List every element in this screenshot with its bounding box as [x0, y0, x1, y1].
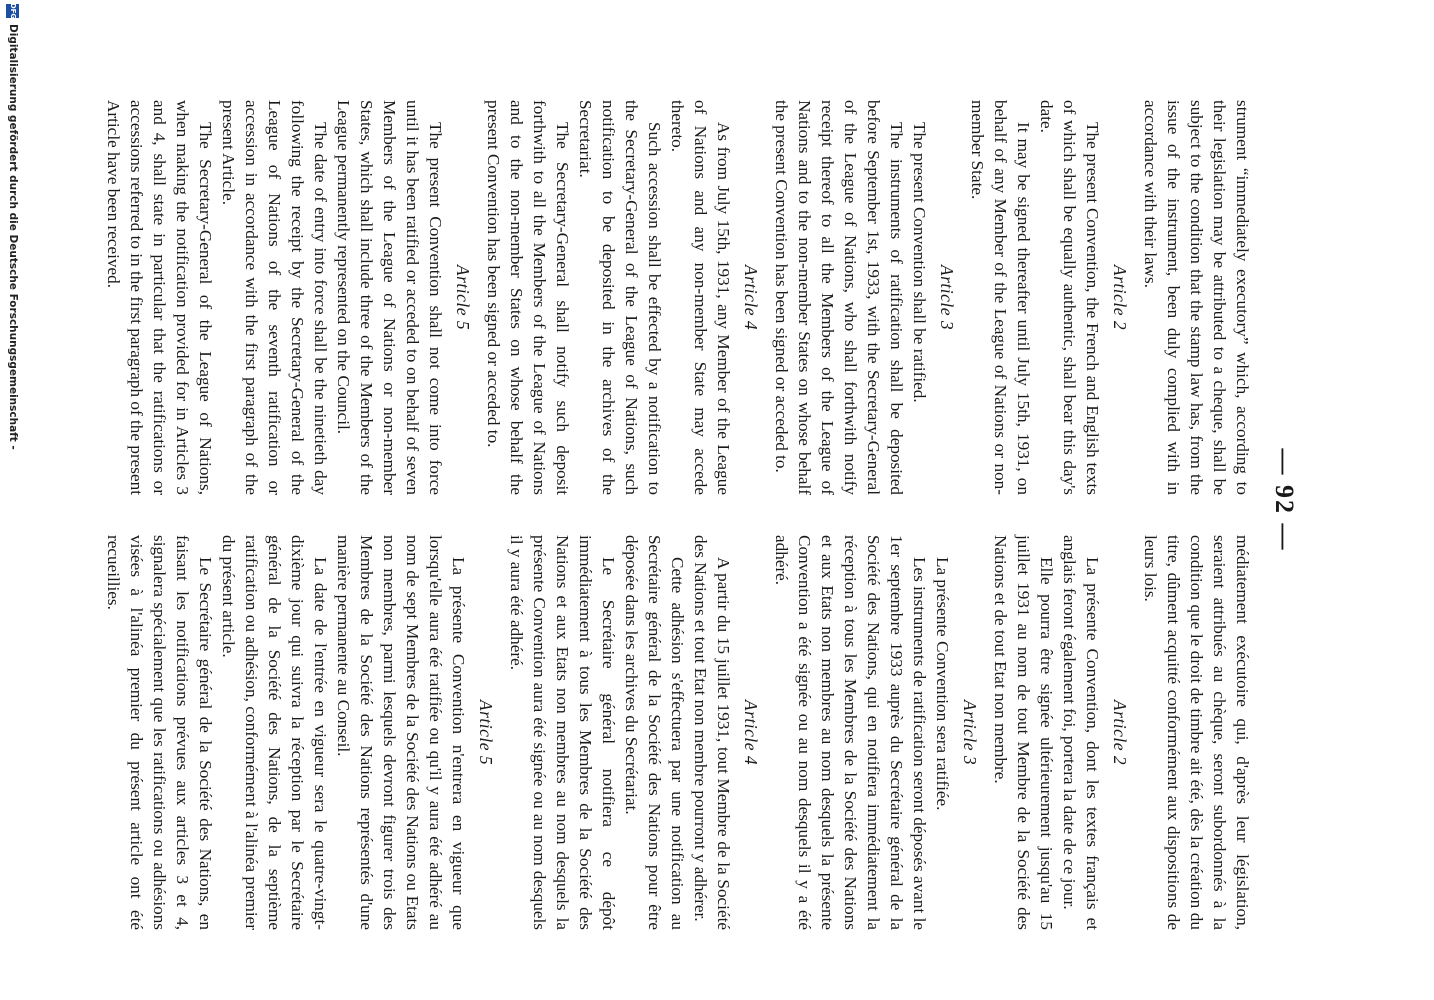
english-article-3-paragraph: The present Convention shall be ratified. — [910, 122, 929, 403]
french-article-4-paragraph: Cette adhésion s'effectuera par une notification au Secrétaire général de la Société des Nations pour être déposée dans les archives du Secrétariat. — [622, 535, 687, 930]
english-article-2-paragraph: The present Convention, the French and English texts of which shall be equally authentic, shall bear this day's date. — [1037, 100, 1102, 495]
french-article-2-paragraph: Elle pourra être signée ultérieurement jusqu'au 15 juillet 1931 au nom de tout Membre de la Société des Nations et de tout Etat non membre. — [991, 535, 1056, 930]
english-article-5-paragraph: The Secretary-General of the League of Nations, when making the notification provided for in Articles 3 and 4, shall state in particular that the ratifications or accessions referred to in the first paragraph of the present Article have been received. — [104, 100, 215, 495]
english-article-2-heading: Article 2 — [1110, 264, 1130, 331]
french-column — [102, 535, 1254, 930]
french-intro: médiatement exécutoire qui, d'après leur législation, seraient attribués au chèque, seront subordonnés à la condition que le droit de timbre ait été, dès la création du titre, dûment acquitté conformément aux dispositions de leurs lois. — [1141, 535, 1252, 930]
english-article-5-paragraph: The present Convention shall not come into force until it has been ratified or acceded to on behalf of seven Members of the League of Nations or non-member States, which shall include three of the Members of the League permanently represented on the Council. — [334, 100, 445, 495]
english-article-4-heading: Article 4 — [741, 264, 761, 331]
french-article-2-heading: Article 2 — [1110, 699, 1130, 766]
dfg-logo: DFG — [7, 4, 20, 18]
french-article-5-heading: Article 5 — [476, 699, 496, 766]
digitization-footer — [0, 0, 26, 1000]
english-article-4-paragraph: Such accession shall be effected by a notification to the Secretary-General of the League of Nations, such notification to be deposited in the archives of the Secretariat. — [576, 100, 664, 495]
french-article-5-paragraph: Le Secrétaire général de la Société des Nations, en faisant les notifications prévues aux articles 3 et 4, signalera spécialement que les ratifications ou adhésions visées à l'alinéa premier du présent article ont été recueillies. — [104, 535, 215, 930]
french-article-5-paragraph: La date de l'entrée en vigueur sera le quatre-vingt-dixième jour qui suivra la réception par le Secrétaire général de la Société des Nations, de la septième ratification ou adhésion, conformément à l'alinéa premier du présent article. — [219, 535, 330, 930]
french-article-3-heading: Article 3 — [960, 699, 980, 766]
english-article-4-paragraph: As from July 15th, 1931, any Member of the League of Nations and any non-member State may accede thereto. — [668, 100, 733, 495]
footer-credit-text: Digitalisierung gefördert durch die Deutsche Forschungsgemeinschaft - — [7, 24, 19, 450]
english-article-3-paragraph: The instruments of ratification shall be deposited before September 1st, 1933, with the Secretary-General of the League of Nations, who shall forthwith notify receipt thereof to all the Members of the League of Nations and to the non-member States on whose behalf the present Convention has been signed or acceded to. — [772, 100, 906, 495]
french-article-2-paragraph: La présente Convention, dont les textes français et anglais feront également foi, portera la date de ce jour. — [1060, 535, 1102, 930]
french-article-3-paragraph: Les instruments de ratification seront déposés avant le 1er septembre 1933 auprès du Secrétaire général de la Société des Nations, qui en notifiera immédiatement la réception à tous les Membres de la Société des Nations et aux Etats non membres au nom desquels la présente Convention a été signée ou au nom desquels il y a été adhéré. — [772, 535, 929, 930]
english-article-4-paragraph: The Secretary-General shall notify such deposit forthwith to all the Members of the League of Nations and to the non-member States on whose behalf the present Convention has been signed or acceded to. — [484, 100, 572, 495]
page-number: — 92 — — [1270, 448, 1299, 552]
english-intro: strument “immediately executory” which, according to their legislation may be attributed to a cheque, shall be subject to the condition that the stamp law has, from the issue of the instrument, been duly complied with in accordance with their laws. — [1141, 100, 1252, 495]
english-article-5-paragraph: The date of entry into force shall be the ninetieth day following the receipt by the Secretary-General of the League of Nations of the seventh ratification or accession in accordance with the first paragraph of the present Article. — [219, 100, 330, 495]
french-article-3-paragraph: La présente Convention sera ratifiée. — [933, 557, 952, 811]
french-article-4-paragraph: A partir du 15 juillet 1931, tout Membre de la Société des Nations et tout Etat non membre pourront y adhérer. — [691, 535, 733, 930]
english-article-5-heading: Article 5 — [453, 264, 473, 331]
french-article-4-paragraph: Le Secrétaire général notifiera ce dépôt immédiatement à tous les Membres de la Société des Nations et aux Etats non membres au nom desquels la présente Convention aura été signée ou au nom desquels il y aura été adhéré. — [507, 535, 618, 930]
english-article-3-heading: Article 3 — [937, 264, 957, 331]
french-article-4-heading: Article 4 — [741, 699, 761, 766]
french-article-5-paragraph: La présente Convention n'entrera en vigueur que lorsqu'elle aura été ratifiée ou qu'il y aura été adhéré au nom de sept Membres de la Société des Nations ou Etats non membres, parmi lesquels devront figurer trois des Membres de la Société des Nations représentés d'une manière permanente au Conseil. — [334, 535, 468, 930]
english-column — [102, 100, 1254, 495]
english-article-2-paragraph: It may be signed thereafter until July 15th, 1931, on behalf of any Member of the League of Nations or non-member State. — [968, 100, 1033, 495]
